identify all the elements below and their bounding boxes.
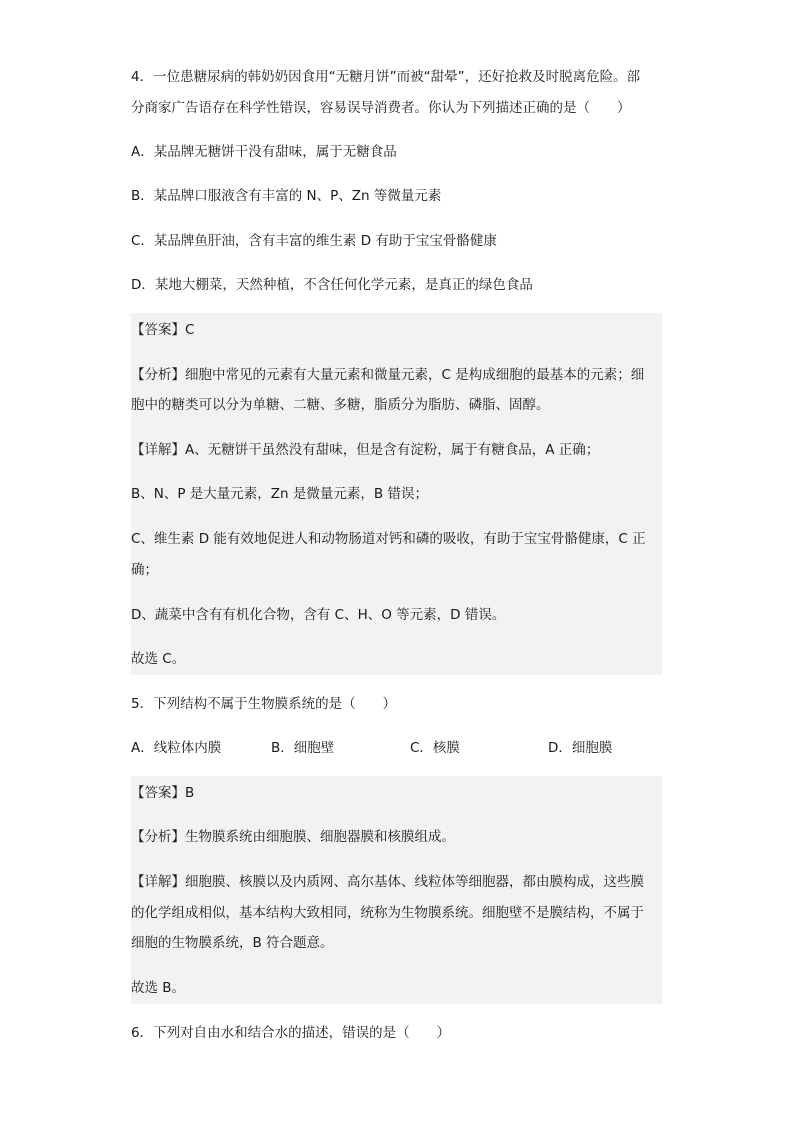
q4-stem-line2: 分商家广告语存在科学性错误，容易误导消费者。你认为下列描述正确的是（ ）	[131, 100, 631, 116]
q4-answer: 【答案】C	[131, 322, 195, 338]
q5-detail-line2: 的化学组成相似，基本结构大致相同，统称为生物膜系统。细胞壁不是膜结构，不属于	[131, 905, 644, 921]
q5-conclusion: 故选 B。	[131, 980, 186, 996]
q4-option-d: D．某地大棚菜，天然种植，不含任何化学元素，是真正的绿色食品	[131, 277, 533, 293]
q4-detail-line3: C、维生素 D 能有效地促进人和动物肠道对钙和磷的吸收，有助于宝宝骨骼健康，C 正	[131, 531, 646, 547]
q5-option-a: A．线粒体内膜	[131, 740, 222, 756]
q5-detail-line3: 细胞的生物膜系统，B 符合题意。	[131, 935, 334, 951]
q4-analysis-line2: 胞中的糖类可以分为单糖、二糖、多糖，脂质分为脂肪、磷脂、固醇。	[131, 397, 550, 413]
q5-stem: 5．下列结构不属于生物膜系统的是（ ）	[131, 696, 397, 712]
q4-analysis-line1: 【分析】细胞中常见的元素有大量元素和微量元素，C 是构成细胞的最基本的元素；细	[131, 367, 645, 383]
q4-stem-line1: 4．一位患糖尿病的韩奶奶因食用“无糖月饼”而被“甜晕”，还好抢救及时脱离危险。部	[131, 69, 641, 85]
q4-option-a: A．某品牌无糖饼干没有甜味，属于无糖食品	[131, 144, 397, 160]
q4-detail-line2: B、N、P 是大量元素，Zn 是微量元素，B 错误；	[131, 486, 428, 502]
q5-analysis: 【分析】生物膜系统由细胞膜、细胞器膜和核膜组成。	[131, 829, 455, 845]
q5-detail-line1: 【详解】细胞膜、核膜以及内质网、高尔基体、线粒体等细胞器，都由膜构成，这些膜	[131, 874, 644, 890]
q4-detail-line5: D、蔬菜中含有有机化合物，含有 C、H、O 等元素，D 错误。	[131, 607, 506, 623]
q4-conclusion: 故选 C。	[131, 651, 186, 667]
q5-option-d: D．细胞膜	[548, 740, 613, 756]
q4-detail-line4: 确；	[131, 562, 158, 578]
q4-option-c: C．某品牌鱼肝油，含有丰富的维生素 D 有助于宝宝骨骼健康	[131, 233, 497, 249]
q4-detail-line1: 【详解】A、无糖饼干虽然没有甜味，但是含有淀粉，属于有糖食品，A 正确；	[131, 442, 600, 458]
q5-option-c: C．核膜	[410, 740, 460, 756]
q5-option-b: B．细胞壁	[271, 740, 335, 756]
q5-answer: 【答案】B	[131, 785, 195, 801]
q4-option-b: B．某品牌口服液含有丰富的 N、P、Zn 等微量元素	[131, 188, 442, 204]
q6-stem: 6．下列对自由水和结合水的描述，错误的是（ ）	[131, 1025, 451, 1041]
